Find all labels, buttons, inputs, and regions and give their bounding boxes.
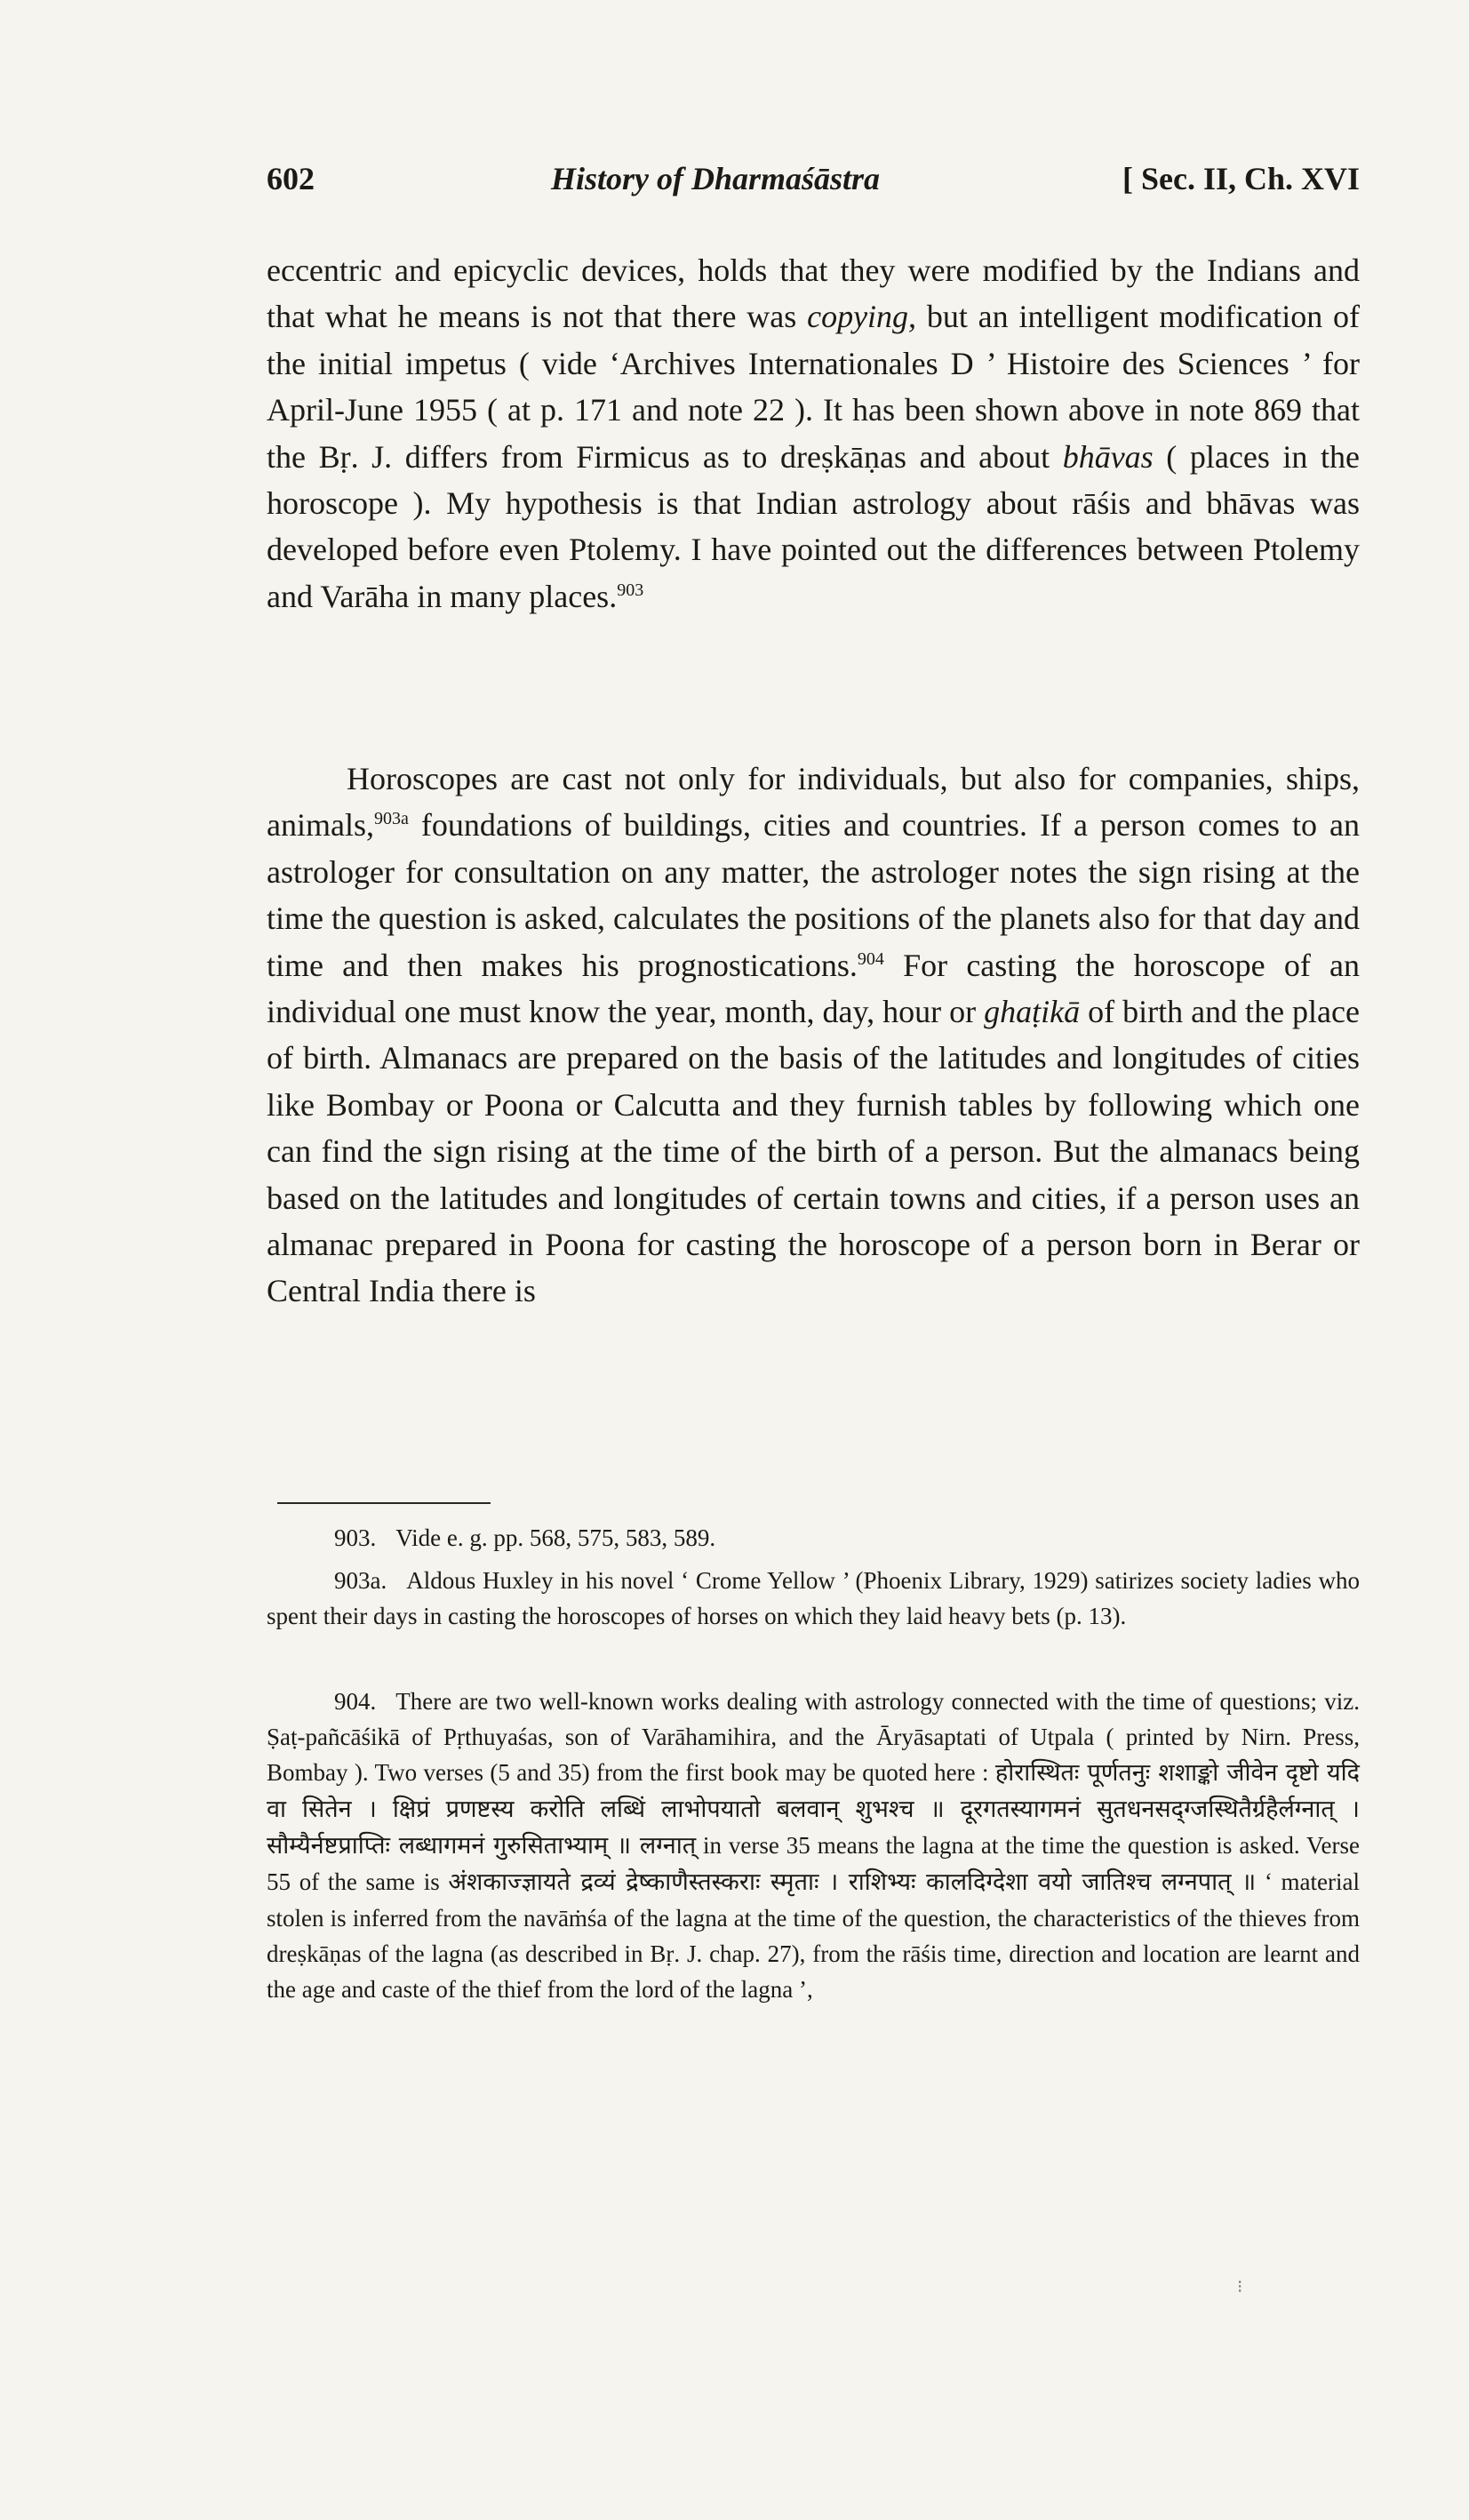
sanskrit-verse: अंशकाज्ज्ञायते द्रव्यं द्रेष्काणैस्तस्कराः स्मृताः । राशिभ्यः कालदिग्देशा वयो जातिश्च लग्नपात् ॥ xyxy=(448,1868,1257,1896)
footnote-text: There are two well-known works dealing with astrology connected with the time of questions; viz. Ṣaṭ-pañcāśikā of Pṛthuyaśas, son of Varāhamihira, and the Āryāsaptati of Utpala ( printed by Nirn. Press, Bombay ). Two verses (5 and 35) from the first book may be quoted here : xyxy=(267,1688,1360,1786)
paragraph-text: but an intelligent modification of the initial impetus ( vide ‘Archives Internationales D ’ Histoire des Sciences ’ for April-June 1955 ( at p. 171 and note 22 ). It has been shown above in note 869 that the Bṛ. J. differs from Firmicus as to dreṣkāṇas and about xyxy=(267,299,1360,475)
footnote-number: 904. xyxy=(334,1688,377,1715)
paragraph-1 xyxy=(267,247,1360,620)
page-number: 602 xyxy=(267,161,315,196)
emphasis-text: bhāvas xyxy=(1062,438,1154,475)
paragraph-text: Horoscopes are cast not only for individuals, but also for companies, ships, animals, xyxy=(267,761,1360,844)
footnote-number: 903a. xyxy=(334,1567,387,1594)
footnote-text: in verse 35 means the lagna at the time the question is asked. Verse 55 of the same is xyxy=(267,1832,1360,1895)
paragraph-text: ( places in the horoscope ). My hypothesis is that Indian astrology about rāśis and bhāvas was developed before even Ptolemy. I have pointed out the differences between Ptolemy and Varāha in many places. xyxy=(267,438,1360,614)
running-title: History of Dharmaśāstra xyxy=(551,161,881,196)
paragraph-text: eccentric and epicyclic devices, holds that they were modified by the Indians and that what he means is not that there was xyxy=(267,252,1360,335)
footnote-903 xyxy=(267,1520,1360,1556)
footnote-903a xyxy=(267,1563,1360,1634)
footnote-text: Vide e. g. pp. 568, 575, 583, 589. xyxy=(395,1524,716,1551)
emphasis-text: ghaṭikā xyxy=(984,994,1081,1030)
footnote-ref-904[interactable]: 904 xyxy=(857,948,884,969)
footnote-number: 903. xyxy=(334,1524,377,1551)
sanskrit-verse: होरास्थितः पूर्णतनुः शशाङ्को जीवेन दृष्टो यदि वा सितेन । क्षिप्रं प्रणष्टस्य करोति लब्धिं लाभोपयातो बलवान् शुभश्च ॥ दूरगतस्यागमनं सुतधनसद्ग्जस्थितैर्ग्रहैर्लग्नात् । सौम्यैर्नष्टप्राप्तिः लब्धागमनं गुरुसिताभ्याम् ॥ लग्नात् xyxy=(267,1759,1361,1860)
page-header xyxy=(267,160,1360,213)
footnote-divider xyxy=(277,1502,491,1504)
section-label: [ Sec. II, Ch. XVI xyxy=(1122,161,1360,196)
emphasis-text: copying, xyxy=(807,299,917,335)
paragraph-text: foundations of buildings, cities and countries. If a person comes to an astrologer for consultation on any matter, the astrologer notes the sign rising at the time the question is asked, calculates the positions of the planets also for that day and time and then makes his prognostications. xyxy=(267,807,1360,983)
paragraph-text: For casting the horoscope of an individual one must know the year, month, day, hour or xyxy=(267,947,1360,1030)
footnote-ref-903[interactable]: 903 xyxy=(617,580,644,600)
footnote-ref-903a[interactable]: 903a xyxy=(373,809,409,829)
footnote-text: ‘ material stolen is inferred from the navāṁśa of the lagna at the time of the question, the characteristics of the thieves from dreṣkāṇas of the lagna (as described in Bṛ. J. chap. 27), from the rāśis time, direction and location are learnt and the age and caste of the thief from the lord of the lagna ’, xyxy=(267,1868,1360,2003)
scan-mark: ⁝ xyxy=(1237,2277,1243,2297)
footnote-text: Aldous Huxley in his novel ‘ Crome Yellow ’ (Phoenix Library, 1929) satirizes society ladies who spent their days in casting the horoscopes of horses on which they laid heavy bets (p. 13). xyxy=(267,1567,1360,1629)
footnote-904 xyxy=(267,1684,1360,2007)
paragraph-2 xyxy=(267,756,1360,1315)
paragraph-text: of birth and the place of birth. Almanacs are prepared on the basis of the latitudes and longitudes of cities like Bombay or Poona or Calcutta and they furnish tables by following which one can find the sign rising at the time of the birth of a person. But the almanacs being based on the latitudes and longitudes of certain towns and cities, if a person uses an almanac prepared in Poona for casting the horoscope of a person born in Berar or Central India there is xyxy=(267,994,1360,1309)
